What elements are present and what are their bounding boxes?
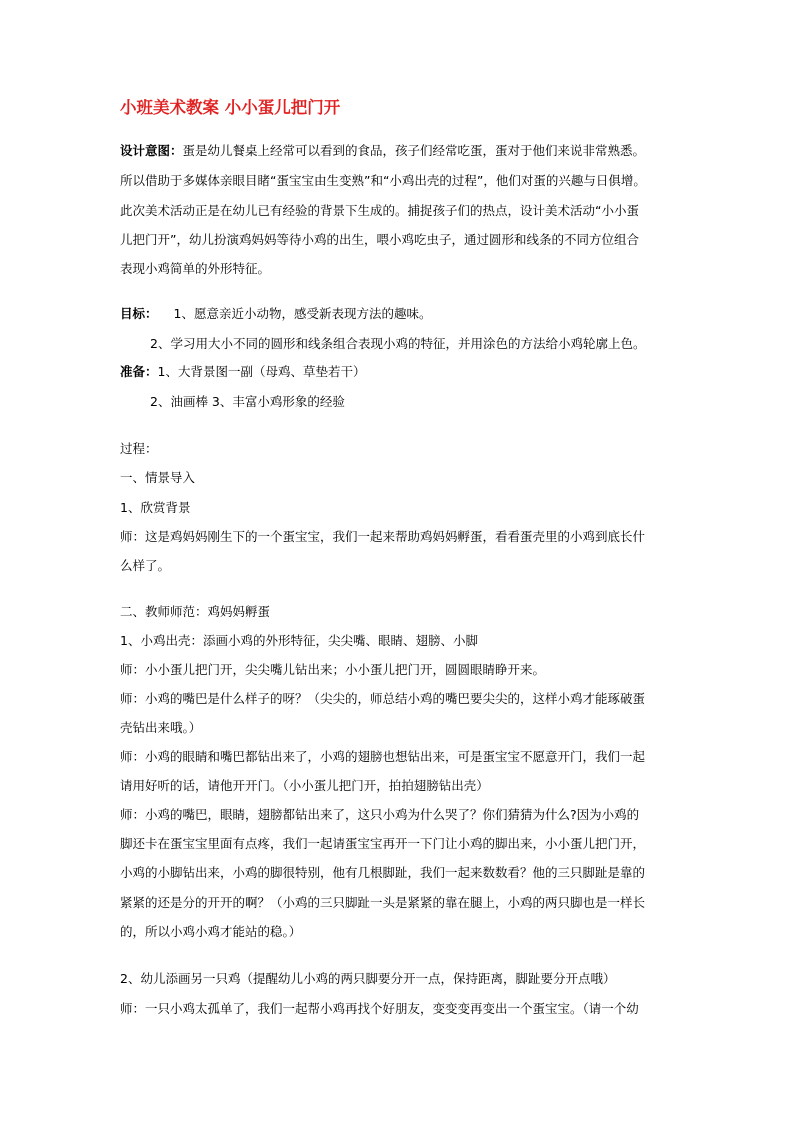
- intent-paragraph-line-4: 儿把门开”，幼儿扮演鸡妈妈等待小鸡的出生，喂小鸡吃虫子，通过圆形和线条的不同方位组合: [120, 232, 639, 247]
- process-heading: 过程：: [120, 441, 158, 456]
- section-2-line-10: 紧紧的还是分的开开的啊？（小鸡的三只脚趾一头是紧紧的靠在腿上，小鸡的两只脚也是一样长: [120, 895, 646, 910]
- prep-item-2: 2、油画棒 3、丰富小鸡形象的经验: [150, 394, 345, 409]
- intent-paragraph-line-3: 此次美术活动正是在幼儿已有经验的背景下生成的。捕捉孩子们的热点，设计美术活动“小小蛋: [120, 203, 639, 218]
- section-2-line-5: 师：小鸡的眼睛和嘴巴都钻出来了，小鸡的翅膀也想钻出来，可是蛋宝宝不愿意开门，我们一起: [120, 749, 646, 764]
- intent-paragraph-line-1: [120, 142, 645, 160]
- section-2-line-3: 师：小鸡的嘴巴是什么样子的呀？（尖尖的，师总结小鸡的嘴巴要尖尖的，这样小鸡才能琢破蛋: [120, 691, 646, 706]
- section-3-line-2: 师：一只小鸡太孤单了，我们一起帮小鸡再找个好朋友，变变变再变出一个蛋宝宝。（请一个幼: [120, 1001, 639, 1016]
- section-1-line-1: 师：这是鸡妈妈刚生下的一个蛋宝宝，我们一起来帮助鸡妈妈孵蛋，看看蛋壳里的小鸡到底长什: [120, 529, 646, 544]
- section-2-line-6: 请用好听的话，请他开开门。（小小蛋儿把门开，拍拍翅膀钻出壳）: [120, 778, 489, 793]
- document-title: 小班美术教案 小小蛋儿把门开: [120, 98, 341, 117]
- section-2-title: 二、教师师范：鸡妈妈孵蛋: [120, 604, 271, 619]
- goal-label: 目标：: [120, 306, 158, 321]
- section-2-line-4: 壳钻出来哦。）: [120, 720, 202, 735]
- section-2-line-8: 脚还卡在蛋宝宝里面有点疼，我们一起请蛋宝宝再开一下门让小鸡的脚出来，小小蛋儿把门开，: [120, 836, 646, 851]
- section-2-line-11: 的，所以小鸡小鸡才能站的稳。）: [120, 924, 302, 939]
- section-1-line-2: 么样了。: [120, 558, 171, 573]
- section-2-line-7: 师：小鸡的嘴巴，眼睛，翅膀都钻出来了，这只小鸡为什么哭了？你们猜猜为什么?因为小鸡的: [120, 807, 640, 822]
- intent-text: 蛋是幼儿餐桌上经常可以看到的食品，孩子们经常吃蛋，蛋对于他们来说非常熟悉。: [182, 143, 646, 158]
- goal-item-1: 1、愿意亲近小动物，感受新表现方法的趣味。: [173, 306, 432, 321]
- prep-label: 准备：: [120, 364, 158, 379]
- section-1-subtitle: 1、欣赏背景: [120, 500, 191, 515]
- goal-item-2: 2、学习用大小不同的圆形和线条组合表现小鸡的特征，并用涂色的方法给小鸡轮廓上色。: [150, 336, 646, 351]
- section-2-line-9: 小鸡的小脚钻出来，小鸡的脚很特别，他有几根脚趾，我们一起来数数看？他的三只脚趾是靠的: [120, 865, 646, 880]
- section-3-line-1: 2、幼儿添画另一只鸡（提醒幼儿小鸡的两只脚要分开一点，保持距离，脚趾要分开点哦）: [120, 971, 616, 986]
- prep-item-1: 1、大背景图一副（母鸡、草垫若干）: [157, 364, 366, 379]
- intent-label: 设计意图：: [120, 143, 183, 158]
- intent-paragraph-line-2: 所以借助于多媒体亲眼目睹“蛋宝宝由生变熟”和“小鸡出壳的过程”，他们对蛋的兴趣与日俱增。: [120, 173, 646, 188]
- intent-paragraph-line-5: 表现小鸡简单的外形特征。: [120, 261, 271, 276]
- prep-line-1: [120, 363, 365, 381]
- section-2-line-2: 师：小小蛋儿把门开，尖尖嘴儿钻出来；小小蛋儿把门开，圆圆眼睛睁开来。: [120, 662, 546, 677]
- goal-line-1: [120, 305, 431, 323]
- section-1-title: 一、情景导入: [120, 470, 196, 485]
- section-2-line-1: 1、小鸡出壳：添画小鸡的外形特征，尖尖嘴、眼睛、翅膀、小脚: [120, 633, 478, 648]
